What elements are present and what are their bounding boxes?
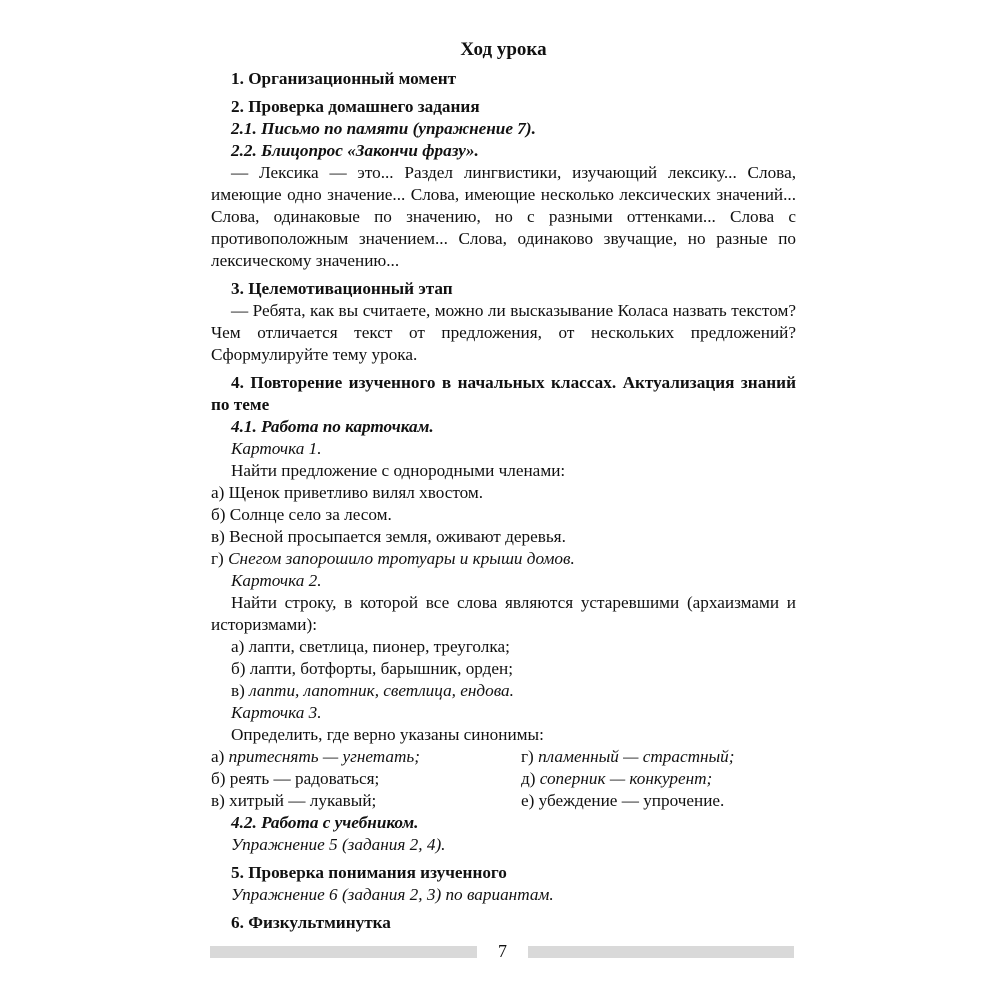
- card-3-option-d-text: соперник — конкурент;: [539, 769, 713, 788]
- card-1-option-b: б) Солнце село за лесом.: [211, 505, 392, 524]
- card-3-option-g-prefix: г): [521, 747, 539, 766]
- card-3-option-g-text: пламенный — страстный;: [538, 747, 735, 766]
- card-3-option-d-prefix: д): [521, 769, 540, 788]
- card-2-option-a: а) лапти, светлица, пионер, треуголка;: [231, 637, 510, 656]
- card-3-option-b: б) реять — радоваться;: [211, 769, 380, 788]
- card-1-option-c: в) Весной просыпается земля, оживают деревья.: [211, 527, 566, 546]
- section-5-heading: 5. Проверка понимания изученного: [231, 863, 507, 882]
- card-2-option-b: б) лапти, ботфорты, барышник, орден;: [231, 659, 514, 678]
- card-3-options: [211, 746, 796, 812]
- card-3-option-a-prefix: а): [211, 747, 229, 766]
- card-2-option-c-prefix: в): [231, 681, 250, 700]
- card-3-option-a: [211, 746, 521, 768]
- subsection-4-2: 4.2. Работа с учебником.: [231, 813, 419, 832]
- card-2-title: Карточка 2.: [231, 571, 322, 590]
- card-3-option-g: [521, 746, 796, 768]
- card-3-option-c: в) хитрый — лукавый;: [211, 791, 377, 810]
- page-number: 7: [498, 941, 507, 961]
- section-1-heading: 1. Организационный момент: [231, 69, 457, 88]
- card-1-option-a: а) Щенок приветливо вилял хвостом.: [211, 483, 484, 502]
- section-3-heading: 3. Целемотивационный этап: [231, 279, 453, 298]
- section-2-heading: 2. Проверка домашнего задания: [231, 97, 480, 116]
- section-4-heading: 4. Повторение изученного в начальных классах. Актуализация знаний по теме: [211, 373, 796, 414]
- card-3-task: Определить, где верно указаны синонимы:: [231, 725, 544, 744]
- subsection-2-2: 2.2. Блицопрос «Закончи фразу».: [231, 141, 479, 160]
- card-3-option-a-text: притеснять — угнетать;: [228, 747, 420, 766]
- exercise-5: Упражнение 5 (задания 2, 4).: [231, 835, 446, 854]
- exercise-6: Упражнение 6 (задания 2, 3) по вариантам.: [231, 885, 554, 904]
- card-3-option-d: [521, 768, 796, 790]
- card-3-left-column: [211, 746, 521, 812]
- footer-bar-left: [210, 946, 477, 958]
- page-footer: [210, 940, 794, 962]
- section-3-text: — Ребята, как вы считаете, можно ли высказывание Коласа назвать текстом? Чем отличается текст от предложения, от нескольких предложений? Сформулируйте тему урока.: [211, 301, 796, 364]
- subsection-4-1: 4.1. Работа по карточкам.: [231, 417, 434, 436]
- card-3-right-column: [521, 746, 796, 812]
- card-1-title: Карточка 1.: [231, 439, 322, 458]
- card-2-task: Найти строку, в которой все слова являются устаревшими (архаизмами и историзмами):: [211, 593, 796, 634]
- document-page: [211, 36, 796, 934]
- section-2-text: — Лексика — это... Раздел лингвистики, изучающий лексику... Слова, имеющие одно значение... Слова, имеющие несколько лексических значений... Слова, одинаковые по значению, но с разными оттенками... Слова с противоположным значением... Слова, одинаково звучащие, но разные по лексическому значению...: [211, 163, 796, 270]
- section-6-heading: 6. Физкультминутка: [231, 913, 391, 932]
- card-1-task: Найти предложение с однородными членами:: [231, 461, 566, 480]
- footer-bar-right: [528, 946, 794, 958]
- card-1-option-d-prefix: г): [211, 549, 229, 568]
- card-1-option-d: [211, 548, 796, 570]
- card-2-option-c: [211, 680, 796, 702]
- lesson-title: Ход урока: [460, 39, 547, 60]
- card-3-option-e: е) убеждение — упрочение.: [521, 791, 725, 810]
- card-3-title: Карточка 3.: [231, 703, 322, 722]
- subsection-2-1: 2.1. Письмо по памяти (упражнение 7).: [231, 119, 536, 138]
- card-1-option-d-text: Снегом запорошило тротуары и крыши домов.: [228, 549, 575, 568]
- card-2-option-c-text: лапти, лапотник, светлица, ендова.: [249, 681, 514, 700]
